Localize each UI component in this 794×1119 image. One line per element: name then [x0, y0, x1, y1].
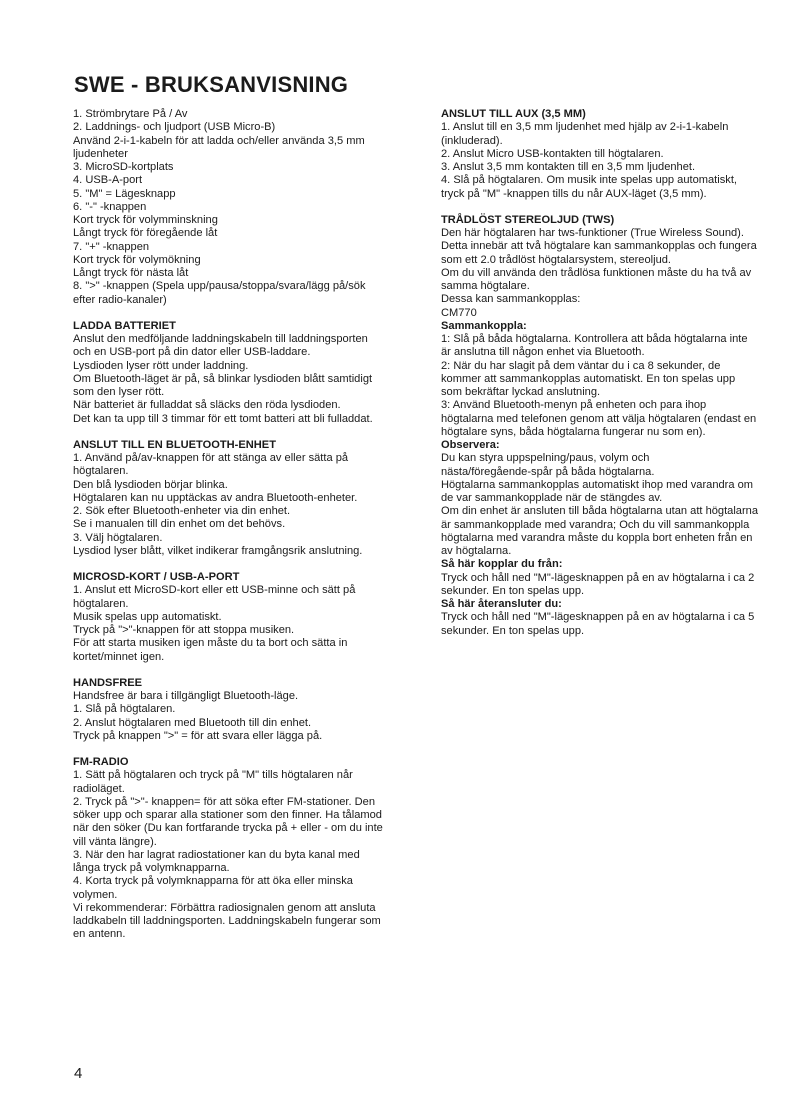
koppla-fran-body: [441, 572, 787, 599]
text-line: de var sammankopplade när de stängdes av.: [441, 492, 663, 504]
aux-section: [441, 108, 787, 201]
text-line: Tryck på ">"-knappen för att stoppa musiken.: [73, 624, 295, 636]
text-line: efter radio-kanaler): [73, 293, 167, 306]
text-line: 2. Tryck på ">"- knappen= för att söka efter FM-stationer. Den: [73, 795, 376, 808]
text-line: 2. Anslut högtalaren med Bluetooth till din enhet.: [73, 716, 312, 729]
tws-body: [441, 227, 787, 320]
text-line: högtalarna med varandra måste du koppla bort enheten från en: [441, 531, 753, 544]
text-line: högtalaren.: [73, 465, 129, 478]
text-line: kommer att sammankopplas automatiskt. En ton spelas upp: [441, 372, 736, 385]
handsfree-section: [73, 677, 413, 743]
section-heading: HANDSFREE: [73, 676, 143, 689]
ladda-batteriet-section: [73, 320, 413, 426]
ateransluter-subheading: Så här återansluter du:: [441, 598, 562, 610]
text-line: ljudenheter: [73, 147, 128, 160]
right-column: [441, 108, 787, 651]
text-line: är sammankopplade med varandra; Och du vill sammankoppla: [441, 518, 750, 531]
section-heading: FM-RADIO: [73, 756, 129, 768]
text-line: 2. Anslut Micro USB-kontakten till högtalaren.: [441, 147, 664, 160]
text-line: av högtalarna.: [441, 545, 512, 557]
text-line: 8. ">" -knappen (Spela upp/pausa/stoppa/svara/lägg på/sök: [73, 280, 366, 293]
text-line: laddkabeln till laddningsporten. Laddningskabeln fungerar som: [73, 915, 381, 927]
text-line: som den lyser rött.: [73, 386, 165, 398]
bluetooth-body: [73, 452, 413, 558]
text-line: 6. "-" -knappen: [73, 200, 147, 213]
text-line: Lysdiod lyser blått, vilket indikerar framgångsrik anslutning.: [73, 544, 363, 557]
text-line: För att starta musiken igen måste du ta bort och sätta in: [73, 637, 348, 650]
text-line: Den här högtalaren har tws-funktioner (True Wireless Sound).: [441, 227, 744, 239]
text-line: Detta innebär att två högtalare kan sammankopplas och fungera: [441, 240, 757, 253]
text-line: (inkluderad).: [441, 134, 503, 147]
text-line: 1. Anslut till en 3,5 mm ljudenhet med hjälp av 2-i-1-kabeln: [441, 121, 729, 134]
text-line: Långt tryck för nästa låt: [73, 267, 189, 279]
text-line: vill vänta längre).: [73, 835, 157, 848]
section-heading: ANSLUT TILL EN BLUETOOTH-ENHET: [73, 438, 276, 451]
text-line: Om din enhet är ansluten till båda högtalarna utan att högtalarna: [441, 505, 759, 518]
text-line: Kort tryck för volymökning: [73, 253, 201, 266]
text-line: Se i manualen till din enhet om det behövs.: [73, 518, 286, 531]
text-line: CM770: [441, 306, 477, 319]
tws-section: [441, 214, 787, 638]
text-line: en antenn.: [73, 928, 126, 941]
microsd-section: [73, 571, 413, 664]
text-line: Om du vill använda den trådlösa funktionen måste du ha två av: [441, 266, 752, 279]
text-line: 1. Slå på högtalaren.: [73, 703, 176, 716]
section-heading: LADDA BATTERIET: [73, 319, 176, 332]
page-number: 4: [74, 1065, 83, 1082]
text-line: 3: Använd Bluetooth-menyn på enheten och para ihop: [441, 399, 707, 412]
text-line: volymen.: [73, 888, 118, 901]
text-line: När batteriet är fulladdat så släcks den röda lysdioden.: [73, 399, 341, 412]
text-line: 2. Sök efter Bluetooth-enheter via din enhet.: [73, 505, 291, 517]
ladda-batteriet-body: [73, 333, 413, 426]
text-line: 2. Laddnings- och ljudport (USB Micro-B): [73, 121, 276, 134]
text-line: Anslut den medföljande laddningskabeln till laddningsporten: [73, 333, 368, 345]
text-line: 4. USB-A-port: [73, 174, 143, 187]
text-line: Musik spelas upp automatiskt.: [73, 610, 222, 623]
text-line: söker upp och sparar alla stationer som den finner. Ha tålamod: [73, 809, 382, 821]
observera-subheading: Observera:: [441, 439, 500, 451]
text-line: 3. Välj högtalaren.: [73, 531, 163, 544]
sammankoppla-subheading: Sammankoppla:: [441, 319, 527, 332]
left-column: [73, 108, 413, 955]
page-title: SWE - BRUKSANVISNING: [74, 72, 349, 97]
text-line: Långt tryck för föregående låt: [73, 227, 218, 240]
text-line: 1. Strömbrytare På / Av: [73, 108, 188, 120]
text-line: 5. "M" = Lägesknapp: [73, 187, 176, 200]
text-line: 4. Korta tryck på volymknapparna för att öka eller minska: [73, 875, 353, 888]
aux-body: [441, 121, 787, 201]
text-line: som bekräftar lyckad anslutning.: [441, 386, 601, 398]
bluetooth-section: [73, 439, 413, 558]
text-line: 1: Slå på båda högtalarna. Kontrollera att båda högtalarna inte: [441, 333, 748, 345]
text-line: 4. Slå på högtalaren. Om musik inte spelas upp automatiskt,: [441, 174, 737, 187]
text-line: 3. När den har lagrat radiostationer kan du byta kanal med: [73, 848, 360, 861]
text-line: sekunder. En ton spelas upp.: [441, 624, 585, 637]
text-line: 1. Använd på/av-knappen för att stänga av eller sätta på: [73, 452, 349, 464]
text-line: Om Bluetooth-läget är på, så blinkar lysdioden blått samtidigt: [73, 372, 373, 385]
text-line: nästa/föregående-spår på båda högtalarna.: [441, 465, 655, 478]
text-line: högtalarna med telefonen genom att välja högtalaren (endast en: [441, 412, 757, 425]
text-line: kortet/minnet igen.: [73, 650, 165, 663]
text-line: Dessa kan sammankopplas:: [441, 293, 581, 306]
text-line: Det kan ta upp till 3 timmar för ett tomt batteri att bli fulladdat.: [73, 412, 373, 425]
microsd-body: [73, 584, 413, 664]
intro-list: [73, 108, 413, 307]
text-line: Tryck på knappen ">" = för att svara eller lägga på.: [73, 729, 323, 742]
intro-section: [73, 108, 413, 307]
text-line: när den söker (Du kan fortfarande trycka på + eller - om du inte: [73, 822, 383, 835]
text-line: 3. MicroSD-kortplats: [73, 161, 174, 173]
sammankoppla-body: [441, 333, 787, 439]
text-line: Använd 2-i-1-kabeln för att ladda och/eller använda 3,5 mm: [73, 134, 365, 147]
text-line: Kort tryck för volymminskning: [73, 214, 218, 226]
koppla-fran-subheading: Så här kopplar du från:: [441, 558, 563, 571]
text-line: Högtalarna sammankopplas automatiskt ihop med varandra om: [441, 478, 754, 491]
text-line: Vi rekommenderar: Förbättra radiosignalen genom att ansluta: [73, 901, 376, 914]
fm-radio-body: [73, 769, 413, 941]
text-line: högtalaren.: [73, 597, 129, 610]
text-line: som ett 2.0 trådlöst högtalarsystem, stereoljud.: [441, 253, 671, 266]
section-heading: TRÅDLÖST STEREOLJUD (TWS): [441, 213, 615, 226]
text-line: 2: När du har slagit på dem väntar du i ca 8 sekunder, de: [441, 359, 721, 372]
text-line: Handsfree är bara i tillgängligt Bluetooth-läge.: [73, 690, 299, 702]
text-line: långa tryck på volymknapparna.: [73, 862, 230, 874]
text-line: 1. Anslut ett MicroSD-kort eller ett USB-minne och sätt på: [73, 584, 356, 597]
section-heading: ANSLUT TILL AUX (3,5 MM): [441, 108, 586, 120]
text-line: 3. Anslut 3,5 mm kontakten till en 3,5 mm ljudenhet.: [441, 161, 696, 173]
text-line: tryck på "M" -knappen tills du når AUX-läget (3,5 mm).: [441, 187, 707, 200]
text-line: Du kan styra uppspelning/paus, volym och: [441, 452, 650, 465]
section-heading: MICROSD-KORT / USB-A-PORT: [73, 571, 240, 583]
text-line: Tryck och håll ned "M"-lägesknappen på en av högtalarna i ca 2: [441, 571, 755, 584]
text-line: 7. "+" -knappen: [73, 240, 150, 253]
text-line: sekunder. En ton spelas upp.: [441, 584, 585, 597]
text-line: och en USB-port på din dator eller USB-laddare.: [73, 346, 311, 359]
text-line: Lysdioden lyser rött under laddning.: [73, 359, 249, 372]
text-line: 1. Sätt på högtalaren och tryck på "M" tills högtalaren når: [73, 769, 353, 782]
text-line: är anslutna till någon enhet via Bluetooth.: [441, 346, 645, 359]
text-line: Tryck och håll ned "M"-lägesknappen på en av högtalarna i ca 5: [441, 611, 755, 624]
fm-radio-section: [73, 756, 413, 942]
ateransluter-body: [441, 611, 787, 638]
text-line: radioläget.: [73, 782, 125, 795]
text-line: Den blå lysdioden börjar blinka.: [73, 478, 228, 491]
text-line: högtalare syns, båda högtalarna fungerar nu som en).: [441, 425, 706, 438]
observera-body: [441, 452, 787, 558]
text-line: samma högtalare.: [441, 280, 530, 292]
handsfree-body: [73, 690, 413, 743]
text-line: Högtalaren kan nu upptäckas av andra Bluetooth-enheter.: [73, 491, 358, 504]
